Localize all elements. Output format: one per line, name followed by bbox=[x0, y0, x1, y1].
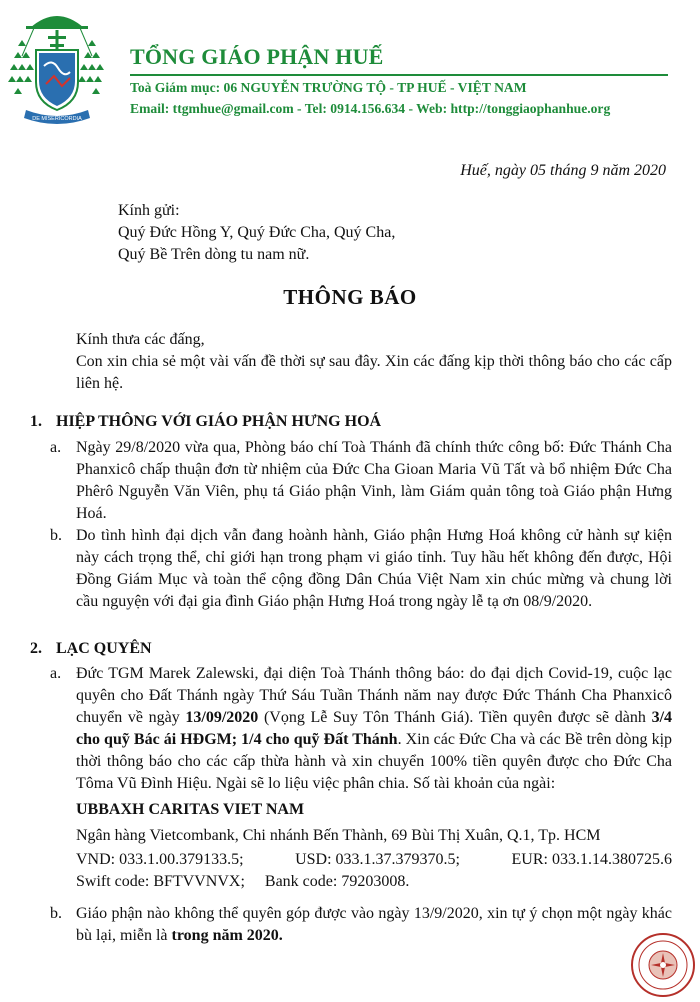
addressee-salutation: Kính gửi: bbox=[118, 202, 180, 219]
swift-code: Swift code: BFTVVNVX; bbox=[76, 873, 245, 890]
eur-account: EUR: 033.1.14.380725.6 bbox=[511, 851, 672, 868]
addressee-line: Quý Bề Trên dòng tu nam nữ. bbox=[118, 246, 310, 263]
bank-details bbox=[76, 799, 672, 893]
list-item bbox=[50, 903, 672, 947]
date-highlight: 13/09/2020 bbox=[185, 709, 259, 726]
account-numbers bbox=[76, 849, 672, 871]
item-text: Ngày 29/8/2020 vừa qua, Phòng báo chí Toà Thánh đã chính thức công bố: Đức Thánh Cha Phanxicô chấp thuận đơn từ nhiệm của Đức Cha Gioan Maria Vũ Tất và bổ nhiệm Đức Cha Phêrô Nguyễn Văn Viên, phụ tá Giáo phận Vinh, làm Giám quản tông toà Giáo phận Hưng Hoá. bbox=[76, 439, 672, 522]
list-item bbox=[50, 437, 672, 525]
list-item bbox=[50, 525, 672, 613]
header-divider bbox=[130, 74, 668, 76]
greeting bbox=[76, 329, 672, 395]
bank-account-name: UBBAXH CARITAS VIET NAM bbox=[76, 801, 305, 818]
item-letter: b. bbox=[50, 905, 62, 922]
date-line: Huế, ngày 05 tháng 9 năm 2020 bbox=[460, 162, 666, 179]
section-number: 1. bbox=[30, 413, 42, 430]
item-letter: a. bbox=[50, 665, 62, 682]
item-text bbox=[76, 903, 672, 947]
item-letter: b. bbox=[50, 527, 62, 544]
allocation-highlight: 3/4 cho quỹ Bác ái HĐGM; 1/4 cho quỹ Đất Thánh bbox=[76, 709, 673, 748]
item-letter: a. bbox=[50, 439, 62, 456]
addressee-block bbox=[118, 200, 395, 266]
item-text-part: (Vọng Lễ Suy Tôn Thánh Giá). Tiền quyên được sẽ dành bbox=[258, 709, 652, 726]
list-item bbox=[50, 663, 672, 893]
vnd-account: VND: 033.1.00.379133.5; bbox=[76, 851, 244, 868]
section-heading bbox=[30, 640, 152, 658]
organization-name: TỔNG GIÁO PHẬN HUẾ bbox=[130, 44, 384, 69]
usd-account: USD: 033.1.37.379370.5; bbox=[295, 851, 460, 868]
year-highlight: trong năm 2020. bbox=[171, 927, 283, 944]
archdiocese-crest-icon bbox=[8, 6, 106, 134]
section-title: HIỆP THÔNG VỚI GIÁO PHẬN HƯNG HOÁ bbox=[56, 413, 382, 430]
bank-code: Bank code: 79203008. bbox=[264, 873, 410, 890]
seal-stamp-icon bbox=[630, 932, 696, 998]
crest-motto: DE MISERICORDIA bbox=[32, 116, 82, 122]
item-text-part: Đức TGM Marek Zalewski, đại diện Toà Thánh thông báo: do đại dịch Covid-19, cuộc lạc quyên cho Đất Thánh ngày Thứ Sáu Tuần Thánh năm nay được Đức Thánh Cha Phanxicô chuyển về ngày bbox=[76, 665, 672, 726]
item-text-part: . Xin các Đức Cha và các Bề trên dòng kịp thời thông báo cho các cấp thừa hành và xin chuyển 100% tiền quyên được cho Đức Cha Tôma Vũ Đình Hiệu. Ngài sẽ lo liệu việc phân chia. Số tài khoản của ngài: bbox=[76, 731, 673, 792]
organization-address: Toà Giám mục: 06 NGUYỄN TRƯỜNG TỘ - TP HUẾ - VIỆT NAM bbox=[130, 80, 527, 95]
bank-branch: Ngân hàng Vietcombank, Chi nhánh Bến Thành, 69 Bùi Thị Xuân, Q.1, Tp. HCM bbox=[76, 827, 601, 844]
section-title: LẠC QUYÊN bbox=[56, 640, 152, 657]
item-text-part: Giáo phận nào không thể quyên góp được vào ngày 13/9/2020, xin tự ý chọn một ngày khác bù lại, miễn là bbox=[76, 905, 672, 944]
section-heading bbox=[30, 413, 381, 431]
item-text bbox=[76, 663, 672, 795]
greeting-salutation: Kính thưa các đấng, bbox=[76, 331, 205, 348]
bank-codes bbox=[76, 871, 672, 893]
addressee-line: Quý Đức Hồng Y, Quý Đức Cha, Quý Cha, bbox=[118, 224, 396, 241]
organization-contact: Email: ttgmhue@gmail.com - Tel: 0914.156.634 - Web: http://tonggiaophanhue.org bbox=[130, 101, 611, 116]
section-number: 2. bbox=[30, 640, 42, 657]
document-title: THÔNG BÁO bbox=[283, 285, 417, 309]
greeting-body: Con xin chia sẻ một vài vấn đề thời sự sau đây. Xin các đấng kịp thời thông báo cho các cấp liên hệ. bbox=[76, 353, 672, 392]
letterhead bbox=[0, 0, 700, 140]
item-text: Do tình hình đại dịch vẫn đang hoành hành, Giáo phận Hưng Hoá không cử hành sự kiện này cách trọng thể, chỉ giới hạn trong phạm vi giáo tỉnh. Tuy hầu hết không đến được, Hội Đồng Giám Mục và toàn thể cộng đồng Dân Chúa Việt Nam xin chúc mừng và chung lời cầu nguyện với đại gia đình Giáo phận Hưng Hoá trong ngày lễ tạ ơn 08/9/2020. bbox=[76, 527, 672, 610]
